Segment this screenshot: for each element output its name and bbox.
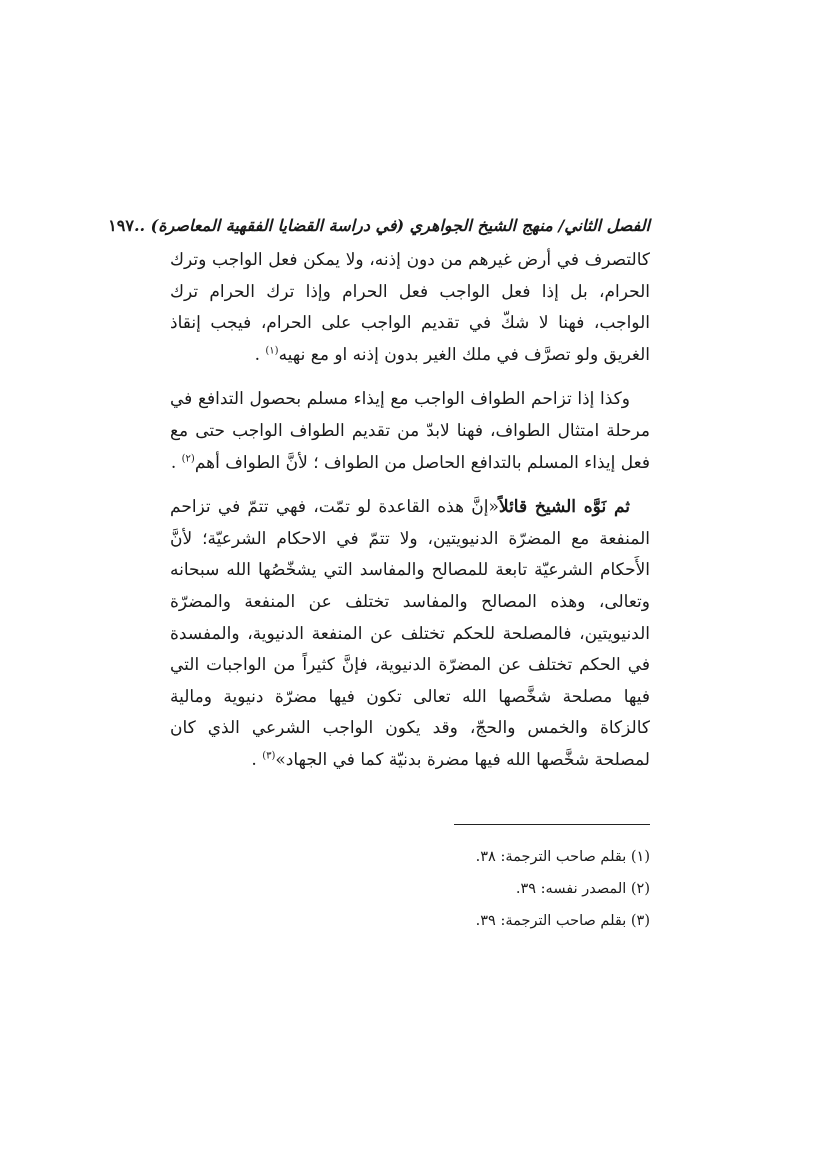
footnotes bbox=[170, 841, 650, 937]
paragraph-text: . bbox=[170, 452, 182, 473]
footnote-reference[interactable]: (٣) bbox=[262, 750, 276, 762]
footnote: (٣) بقلم صاحب الترجمة: ٣٩. bbox=[475, 913, 650, 929]
paragraph-text: وكذا إذا تزاحم الطواف الواجب مع إيذاء مسلم بحصول التدافع في مرحلة امتثال الطواف، فهنا لابدّ من تقديم الطواف الواجب حتى مع فعل إيذاء المسلم بالتدافع الحاصل من الطواف ؛ لأنَّ الطواف أهم bbox=[170, 389, 650, 473]
header-title: الفصل الثاني/ منهج الشيخ الجواهري (في دراسة القضايا الفقهية المعاصرة) .. bbox=[133, 216, 650, 235]
paragraph bbox=[170, 245, 650, 371]
paragraph-lead-in: ثم نَوَّه الشيخ قائلاً bbox=[498, 497, 630, 518]
footnote-reference[interactable]: (١) bbox=[265, 345, 279, 357]
paragraph-text: . bbox=[254, 344, 266, 365]
running-header bbox=[108, 213, 650, 239]
paragraph bbox=[170, 492, 650, 776]
paragraph-text: . bbox=[251, 749, 263, 770]
paragraph-text: «إنَّ هذه القاعدة لو تمّت، فهي تتمّ في تزاحم المنفعة مع المضرّة الدنيويتين، ولا تتمّ في الاحكام الشرعيّة؛ لأنَّ الأَحكام الشرعيّة تابعة للمصالح والمفاسد التي يشخّصُها الله سبحانه وتعالى، وهذه المصالح والمفاسد تختلف عن المنفعة والمضرّة الدنيويتين، فالمصلحة للحكم تختلف عن المنفعة الدنيوية، والمفسدة في الحكم تختلف عن المضرّة الدنيوية، فإنَّ كثيراً من الواجبات التي فيها مصلحة شخَّصها الله تعالى تكون فيها مضرّة دنيوية ومالية كالزكاة والخمس والحجّ، وقد يكون الواجب الشرعي الذي كان لمصلحة شخَّصها الله فيها مضرة بدنيّة كما في الجهاد» bbox=[170, 497, 650, 770]
footnote-reference[interactable]: (٢) bbox=[181, 452, 195, 464]
paragraph-text: كالتصرف في أرض غيرهم من دون إذنه، ولا يمكن فعل الواجب وترك الحرام، بل إذا فعل الواجب فعل الحرام وإذا ترك الحرام ترك الواجب، فهنا لا شكّ في تقديم الواجب على الحرام، فيجب إنقاذ الغريق ولو تصرَّف في ملك الغير بدون إذنه او مع نهيه bbox=[170, 250, 650, 365]
footnote: (٢) المصدر نفسه: ٣٩. bbox=[515, 881, 650, 897]
page-number: ١٩٧ bbox=[108, 216, 134, 235]
paragraph bbox=[170, 384, 650, 479]
footnote-separator bbox=[454, 824, 650, 825]
body-text bbox=[170, 245, 650, 777]
footnote: (١) بقلم صاحب الترجمة: ٣٨. bbox=[475, 849, 650, 865]
